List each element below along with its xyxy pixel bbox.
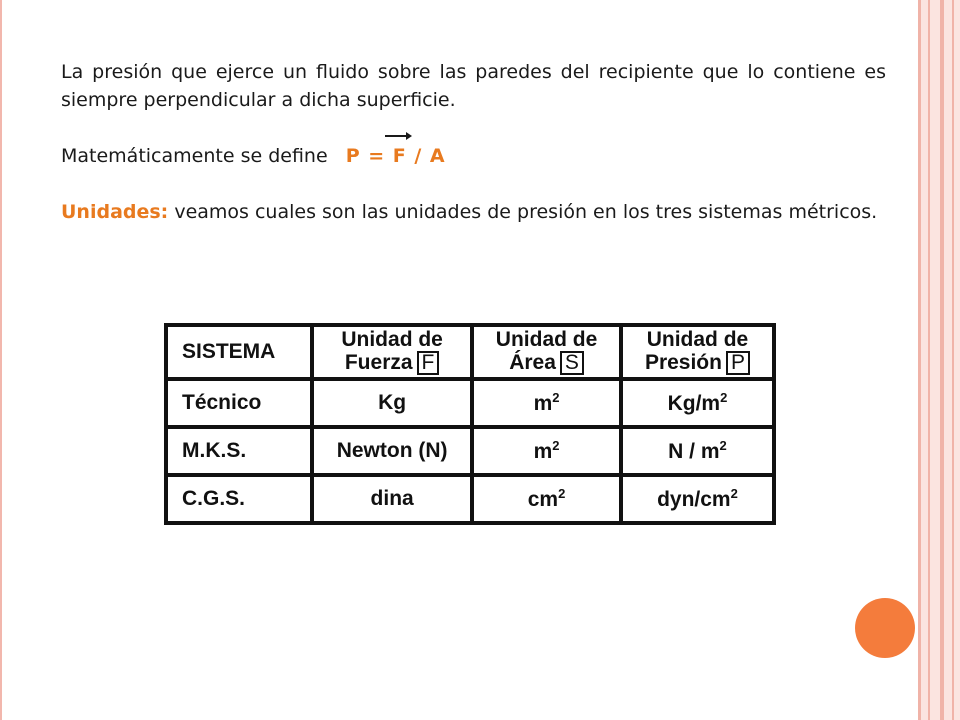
area-unit: m <box>533 440 553 463</box>
formula-intro: Matemáticamente se define <box>61 145 328 167</box>
header-line2: Área <box>509 351 556 374</box>
header-symbol: P <box>726 351 750 375</box>
paragraph-definition <box>61 58 886 114</box>
units-table <box>164 323 776 525</box>
frame-stripe <box>928 0 930 720</box>
area-exponent: 2 <box>552 390 560 405</box>
area-unit: m <box>533 392 553 415</box>
pressure-exponent: 2 <box>719 438 727 453</box>
pressure-exponent: 2 <box>730 486 738 501</box>
header-line1: Unidad de <box>646 328 749 351</box>
header-force <box>312 325 472 379</box>
units-text: veamos cuales son las unidades de presión en los tres sistemas métricos. <box>168 201 878 223</box>
frame-stripe <box>940 0 944 720</box>
cell-force: Newton (N) <box>312 427 472 475</box>
area-exponent: 2 <box>552 438 560 453</box>
left-frame-line <box>0 0 2 720</box>
header-line2: Presión <box>644 351 722 374</box>
header-line2: Fuerza <box>344 351 413 374</box>
table-header-row <box>166 325 774 379</box>
paragraph-units <box>61 198 886 226</box>
header-line1: Unidad de <box>341 328 443 351</box>
pressure-unit: Kg/m <box>667 392 721 415</box>
pressure-formula <box>346 145 446 167</box>
cell-force: Kg <box>312 379 472 427</box>
force-vector: F <box>393 142 407 170</box>
cell-system: Técnico <box>166 379 312 427</box>
frame-stripe <box>952 0 954 720</box>
pressure-exponent: 2 <box>720 390 728 405</box>
header-symbol: F <box>417 351 440 375</box>
cell-system: C.G.S. <box>166 475 312 523</box>
cell-force: dina <box>312 475 472 523</box>
table-row <box>166 379 774 427</box>
paragraph-text: La presión que ejerce un fluido sobre las paredes del recipiente que lo contiene es siempre perpendicular a dicha superficie. <box>61 61 886 111</box>
pressure-unit: N / m <box>668 440 720 463</box>
area-exponent: 2 <box>558 486 566 501</box>
paragraph-formula <box>61 142 886 170</box>
units-label: Unidades: <box>61 201 169 223</box>
formula-left: P = <box>345 145 393 167</box>
cell-area <box>472 475 621 523</box>
header-system <box>166 325 312 379</box>
table-row <box>166 427 774 475</box>
cell-area <box>472 379 621 427</box>
cell-area <box>472 427 621 475</box>
cell-system: M.K.S. <box>166 427 312 475</box>
frame-stripe <box>918 0 921 720</box>
cell-pressure <box>621 475 774 523</box>
cell-pressure <box>621 427 774 475</box>
header-symbol: S <box>560 351 584 375</box>
table-row <box>166 475 774 523</box>
header-line1: Unidad de <box>495 328 598 351</box>
header-pressure <box>621 325 774 379</box>
header-area <box>472 325 621 379</box>
pressure-unit: dyn/cm <box>657 488 731 511</box>
area-unit: cm <box>527 488 559 511</box>
decorative-circle <box>855 598 915 658</box>
header-system-label: SISTEMA <box>182 340 276 363</box>
cell-pressure <box>621 379 774 427</box>
formula-right: / A <box>406 145 446 167</box>
